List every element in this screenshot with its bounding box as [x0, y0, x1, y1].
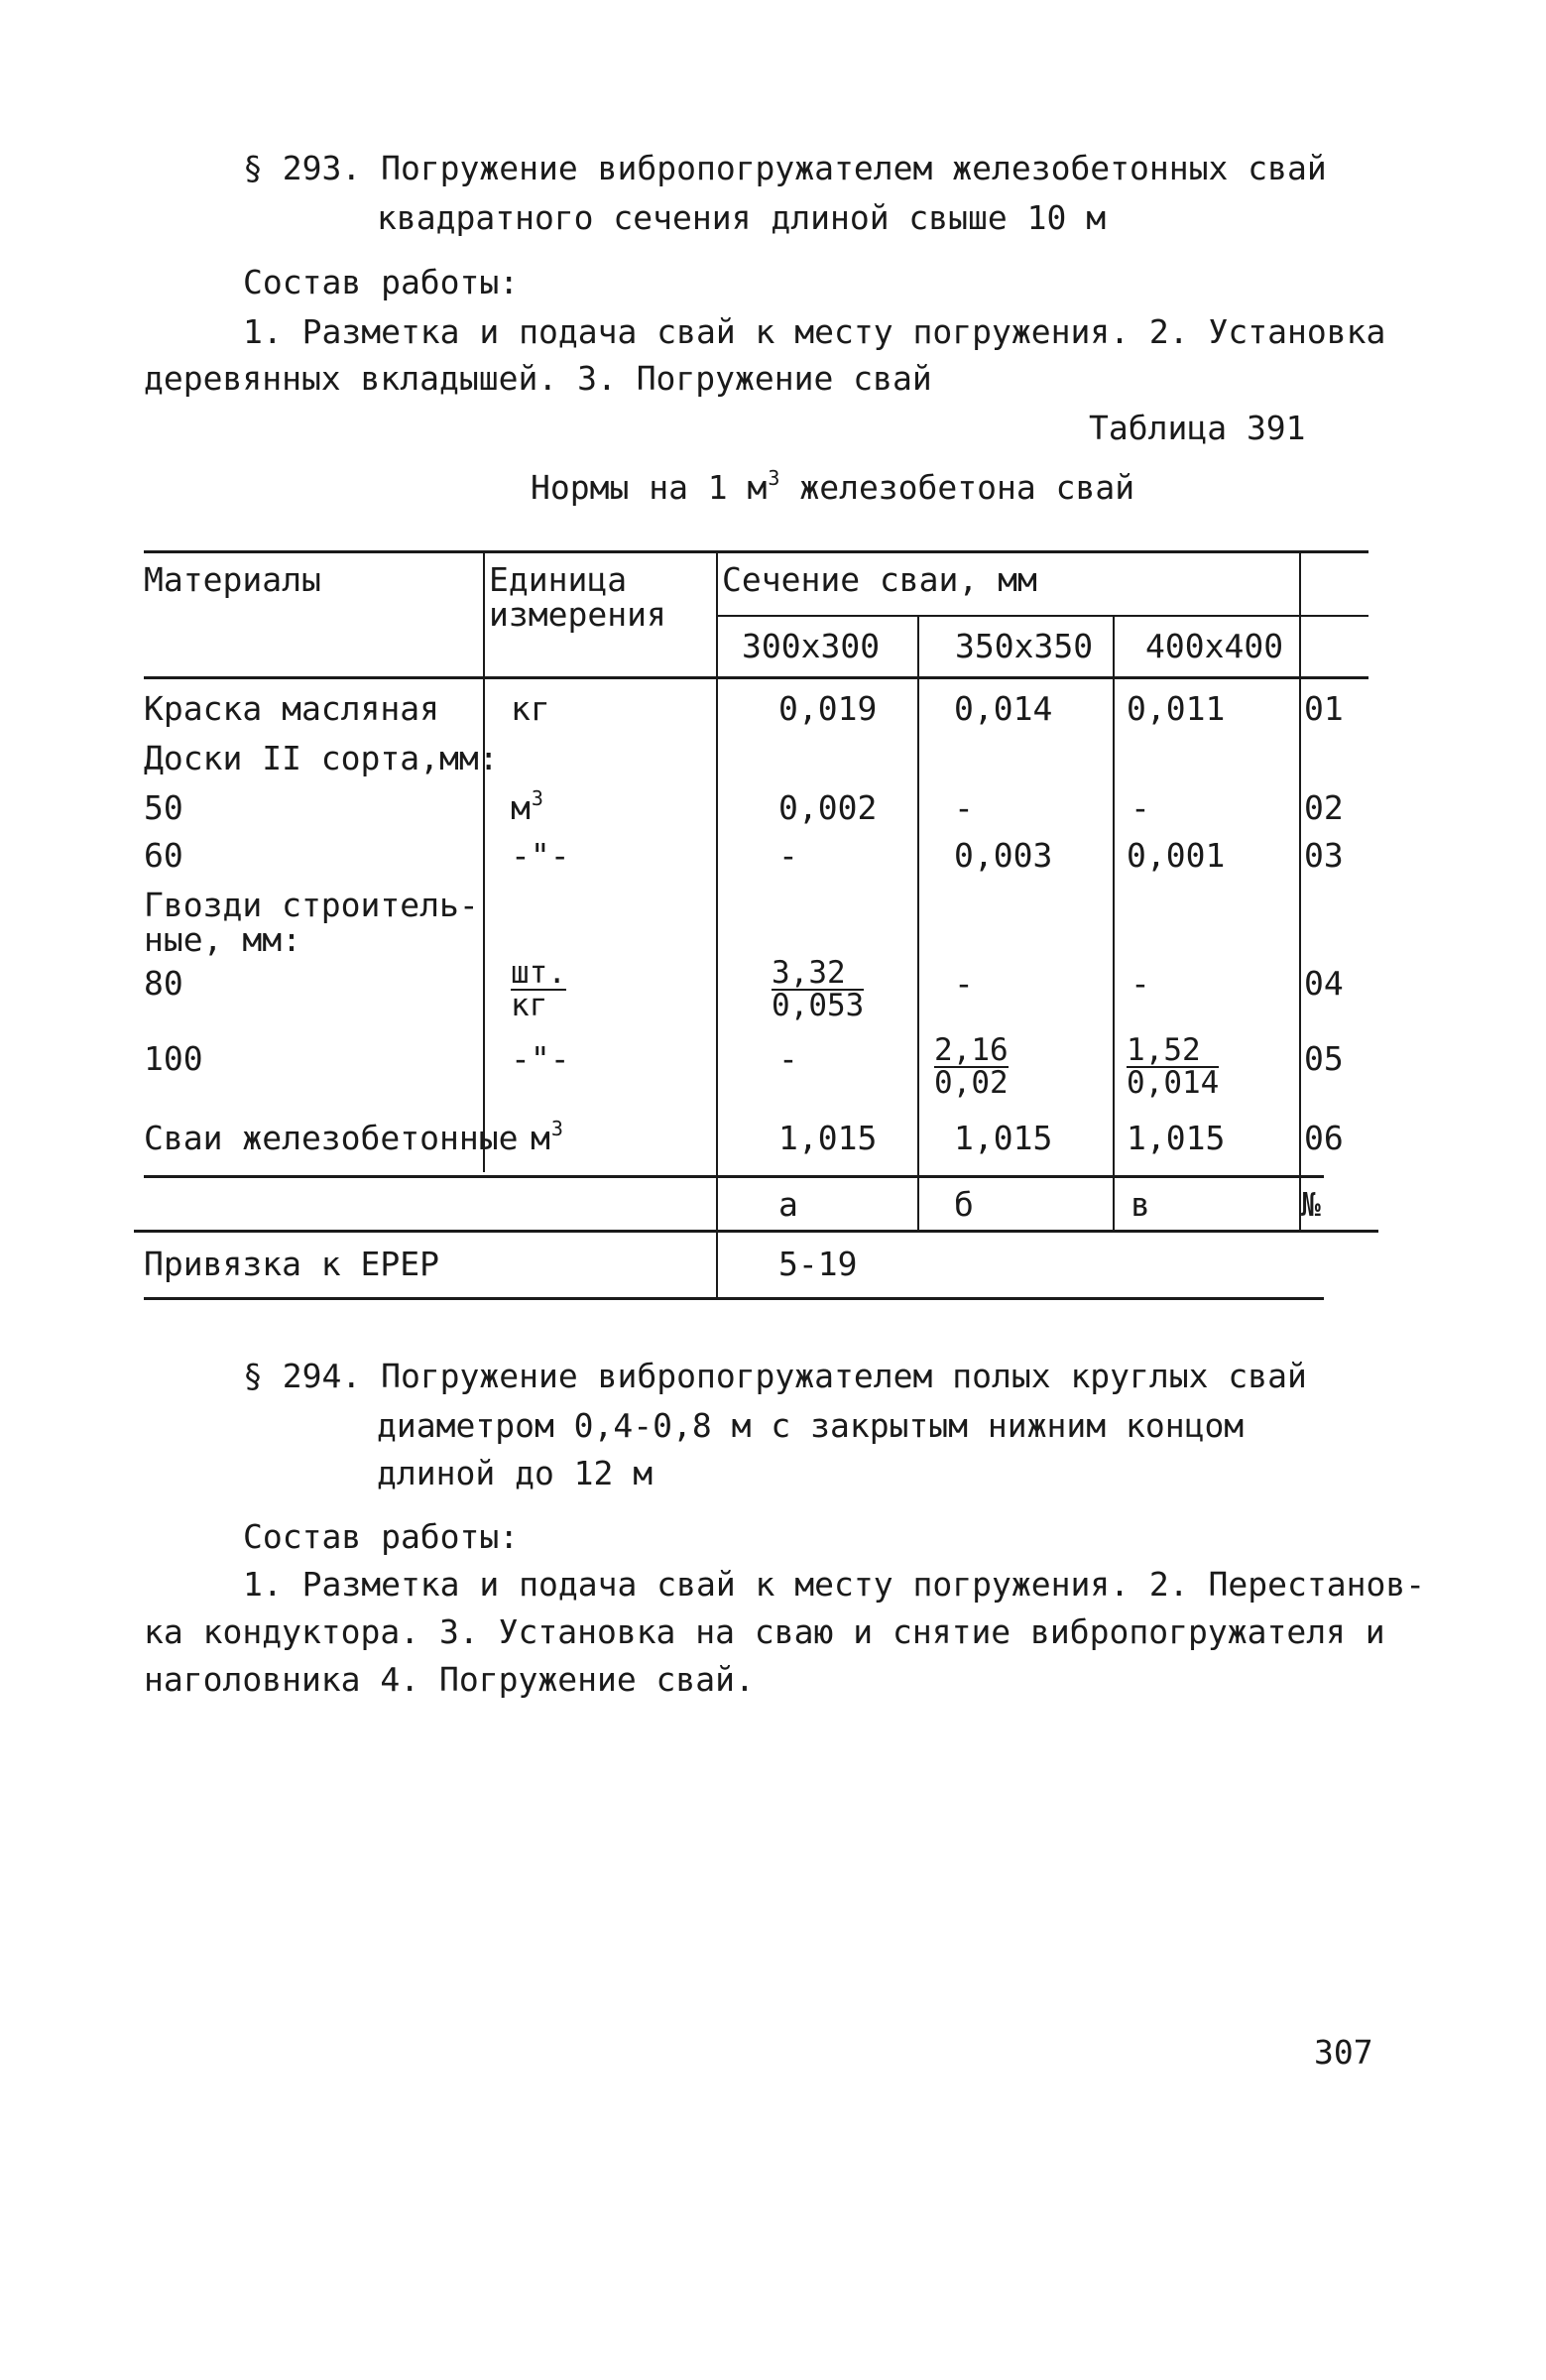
row-boards-60-b: 0,003	[954, 836, 1053, 875]
col-header-size-a: 300x300	[742, 627, 881, 665]
row-boards-50-b: -	[954, 788, 974, 827]
col-header-unit-line2: измерения	[489, 595, 666, 634]
row-nails-80-unit	[511, 955, 566, 1023]
table-title-superscript: 3	[768, 466, 780, 490]
row-piles-code: 06	[1304, 1119, 1344, 1157]
row-paint-c: 0,011	[1127, 689, 1226, 728]
row-piles-name: Сваи железобетонные	[144, 1119, 519, 1157]
table-vline-col-c	[1113, 615, 1115, 1232]
binding-value: 5-19	[778, 1245, 858, 1283]
col-header-materials: Материалы	[144, 560, 321, 599]
row-paint-unit: кг	[511, 689, 550, 728]
table-letters-bottom-line	[134, 1230, 1378, 1233]
row-boards-60-code: 03	[1304, 836, 1344, 875]
row-nails-100-c-num: 1,52	[1127, 1035, 1219, 1068]
section-294-heading-line3: длиной до 12 м	[377, 1454, 654, 1492]
section-294-work-line2: ка кондуктора. 3. Установка на сваю и снятие вибропогружателя и	[144, 1612, 1385, 1651]
table-vline-unit-header	[483, 550, 485, 677]
row-nails-100-c-den: 0,014	[1127, 1065, 1220, 1101]
table-top-line	[144, 550, 1368, 553]
row-piles-unit-base: м	[531, 1119, 550, 1157]
row-nails-80-a-den: 0,053	[772, 988, 865, 1023]
col-letter-c: в	[1130, 1185, 1150, 1224]
row-nails-80-name: 80	[144, 964, 183, 1003]
row-nails-100-b	[934, 1032, 1009, 1101]
row-paint-b: 0,014	[954, 689, 1053, 728]
col-letter-a: а	[778, 1185, 798, 1224]
row-piles-c: 1,015	[1127, 1119, 1226, 1157]
row-nails-80-b: -	[954, 964, 974, 1003]
row-nails-100-b-den: 0,02	[934, 1065, 1009, 1101]
row-boards-50-a: 0,002	[778, 788, 878, 827]
row-nails-100-c	[1127, 1032, 1220, 1101]
section-294-work-line1: 1. Разметка и подача свай к месту погружения. 2. Перестанов-	[243, 1565, 1426, 1604]
row-boards-50-code: 02	[1304, 788, 1344, 827]
row-nails-80-a-num: 3,32	[772, 958, 864, 991]
row-nails-100-unit: -"-	[511, 1039, 570, 1078]
row-boards-60-a: -	[778, 836, 798, 875]
row-piles-unit-superscript: 3	[550, 1117, 563, 1140]
row-paint-code: 01	[1304, 689, 1344, 728]
row-boards-50-c: -	[1130, 788, 1150, 827]
row-piles-unit	[531, 1119, 563, 1158]
col-letter-b: б	[954, 1185, 974, 1224]
nails-group-title-line1: Гвозди строитель-	[144, 886, 479, 924]
col-header-size-b: 350x350	[955, 627, 1094, 665]
table-title	[531, 468, 1134, 508]
row-nails-100-code: 05	[1304, 1039, 1344, 1078]
table-title-pre: Нормы на 1 м	[531, 468, 768, 507]
section-294-work-line3: наголовника 4. Погружение свай.	[144, 1660, 755, 1699]
row-paint-name: Краска масляная	[144, 689, 440, 728]
col-letter-number: №	[1301, 1185, 1321, 1224]
table-header-bottom-line	[144, 676, 1368, 679]
section-293-work-line2: деревянных вкладышей. 3. Погружение свай	[144, 359, 932, 398]
row-piles-b: 1,015	[954, 1119, 1053, 1157]
section-293-heading-line1: § 293. Погружение вибропогружателем железобетонных свай	[243, 149, 1327, 187]
row-nails-100-a: -	[778, 1039, 798, 1078]
row-boards-50-unit-superscript: 3	[531, 786, 543, 810]
binding-label: Привязка к ЕРЕР	[144, 1245, 440, 1283]
col-header-unit-line1: Единица	[489, 560, 628, 599]
col-header-size-c: 400x400	[1145, 627, 1284, 665]
row-paint-a: 0,019	[778, 689, 878, 728]
row-boards-60-name: 60	[144, 836, 183, 875]
row-nails-100-name: 100	[144, 1039, 203, 1078]
table-subheader-line	[716, 615, 1368, 617]
section-293-work-title: Состав работы:	[243, 263, 520, 301]
boards-group-title: Доски II сорта,мм:	[144, 739, 499, 777]
row-nails-80-c: -	[1130, 964, 1150, 1003]
table-vline-code	[1299, 550, 1301, 1232]
section-293-heading-line2: квадратного сечения длиной свыше 10 м	[377, 198, 1107, 237]
row-nails-80-a	[772, 955, 865, 1023]
row-piles-a: 1,015	[778, 1119, 878, 1157]
table-vline-col-b	[917, 615, 919, 1232]
section-294-work-title: Состав работы:	[243, 1517, 520, 1556]
row-nails-100-b-num: 2,16	[934, 1032, 1009, 1068]
row-boards-50-unit	[511, 788, 543, 828]
nails-group-title-line2: ные, мм:	[144, 920, 301, 959]
row-boards-50-name: 50	[144, 788, 183, 827]
section-293-work-line1: 1. Разметка и подача свай к месту погружения. 2. Установка	[243, 312, 1386, 351]
section-294-heading-line2: диаметром 0,4-0,8 м с закрытым нижним концом	[377, 1406, 1245, 1445]
row-boards-50-unit-base: м	[511, 788, 531, 827]
table-body-bottom-line	[144, 1175, 1324, 1178]
table-label: Таблица 391	[1089, 409, 1306, 447]
row-nails-80-code: 04	[1304, 964, 1344, 1003]
section-294-heading-line1: § 294. Погружение вибропогружателем полых круглых свай	[243, 1357, 1307, 1395]
table-title-post: железобетона свай	[779, 468, 1135, 507]
table-bottom-line	[144, 1297, 1324, 1300]
row-boards-60-unit: -"-	[511, 836, 570, 875]
row-nails-80-unit-num: шт.	[511, 955, 566, 991]
col-header-section: Сечение сваи, мм	[722, 560, 1037, 599]
row-boards-60-c: 0,001	[1127, 836, 1226, 875]
row-nails-80-unit-den: кг	[511, 988, 548, 1023]
table-vline-section	[716, 550, 718, 1297]
page-number: 307	[1314, 2033, 1373, 2072]
